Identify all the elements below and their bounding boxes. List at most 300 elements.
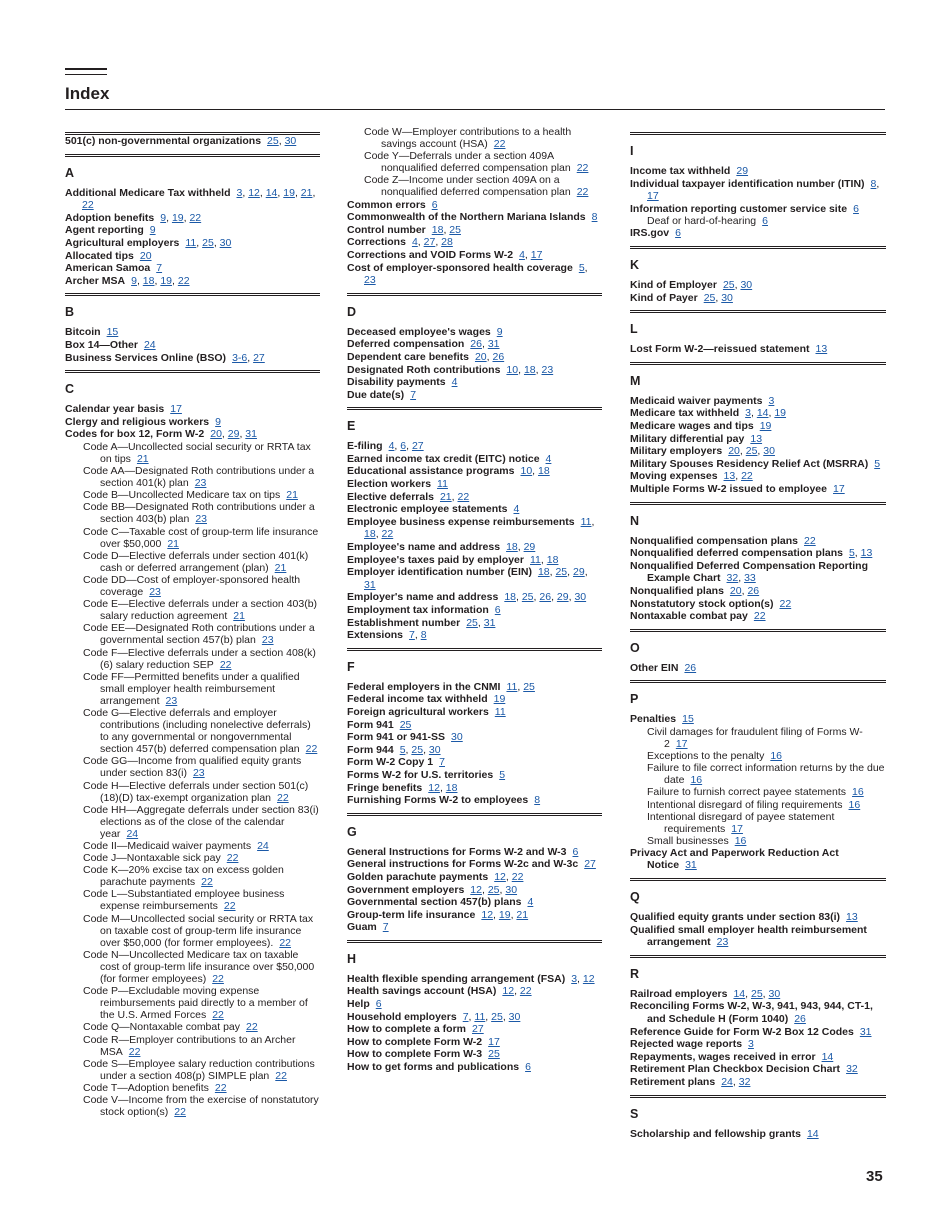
page-link[interactable]: 28: [441, 236, 453, 249]
page-link[interactable]: 30: [284, 135, 297, 147]
page-link[interactable]: 17: [530, 248, 543, 261]
page-link[interactable]: 4: [545, 452, 552, 465]
title-divider: [65, 109, 885, 110]
index-entry-nonqualified-plans: [630, 585, 886, 598]
page-link[interactable]: 31: [245, 428, 257, 441]
page-link[interactable]: 16: [770, 750, 783, 763]
section-letter-q: Q: [630, 890, 640, 905]
page-link[interactable]: 31: [487, 338, 500, 351]
page-link[interactable]: 20: [728, 445, 740, 458]
page-refs: [383, 921, 389, 933]
page-refs: 4, 27, 28: [411, 236, 453, 249]
page-link[interactable]: 22: [212, 1009, 224, 1022]
page-link[interactable]: 22: [212, 973, 224, 986]
index-entry-archer-msa: [65, 275, 320, 288]
page-link[interactable]: 14: [756, 407, 769, 420]
page-link[interactable]: 22: [277, 791, 289, 804]
page-link[interactable]: 10: [520, 465, 533, 478]
page-link[interactable]: 6: [525, 1061, 531, 1074]
page-link[interactable]: 7: [409, 629, 415, 642]
page-link[interactable]: 26: [492, 350, 505, 363]
page-link[interactable]: 14: [806, 1127, 819, 1140]
page-link[interactable]: 8: [420, 629, 427, 642]
page-refs: [794, 1013, 806, 1025]
entry-term: Military Spouses Residency Relief Act (MSRRA): [630, 457, 869, 470]
entry-term: Nonstatutory stock option(s): [630, 597, 774, 610]
entry-term: Code A—Uncollected social security or RRTA tax on tips: [83, 440, 311, 465]
page-link[interactable]: 13: [723, 470, 736, 483]
page-refs: [584, 858, 596, 870]
entry-term: Federal income tax withheld: [347, 693, 488, 706]
entry-term: Information reporting customer service site: [630, 202, 848, 215]
page-link[interactable]: 19: [283, 186, 295, 199]
page-link[interactable]: 12: [470, 883, 482, 896]
page-link[interactable]: 11: [494, 705, 506, 718]
page-link[interactable]: 6: [494, 604, 501, 616]
page-refs: 3-6, 27: [232, 351, 265, 364]
page-link[interactable]: 6: [675, 227, 681, 240]
page-link[interactable]: 20: [729, 584, 742, 597]
page-link[interactable]: 23: [165, 694, 178, 707]
page-link[interactable]: 22: [741, 470, 753, 483]
page-link[interactable]: 8: [591, 211, 598, 224]
entry-term: Railroad employers: [630, 987, 728, 1000]
page-link[interactable]: 21: [167, 537, 179, 550]
index-subentry-intentional-disregard-of-payee-statement: [630, 811, 886, 835]
page-link[interactable]: 3: [571, 972, 578, 985]
entry-term: Code B—Uncollected Medicare tax on tips: [83, 489, 281, 502]
page-link[interactable]: 22: [214, 1081, 227, 1094]
page-link[interactable]: 22: [779, 597, 792, 610]
page-link[interactable]: 30: [428, 743, 441, 756]
page-link[interactable]: 23: [195, 513, 207, 526]
page-refs: 12, 22: [502, 985, 532, 998]
page-link[interactable]: 18: [445, 781, 458, 794]
page-link[interactable]: 23: [192, 767, 205, 780]
entry-term: Disability payments: [347, 376, 446, 389]
page-link[interactable]: 12: [481, 908, 494, 921]
page-link[interactable]: 22: [174, 1106, 186, 1119]
page-link[interactable]: 31: [859, 1025, 872, 1038]
header-decoration: [65, 68, 107, 75]
entry-term: Household employers: [347, 1010, 457, 1023]
page-link[interactable]: 17: [488, 1035, 500, 1048]
page-link[interactable]: 26: [539, 591, 552, 604]
page-link[interactable]: 27: [423, 236, 436, 249]
page-link[interactable]: 22: [457, 490, 470, 503]
entry-term: Code J—Nontaxable sick pay: [83, 852, 221, 865]
page-link[interactable]: 15: [106, 326, 119, 339]
page-link[interactable]: 12: [248, 186, 260, 199]
page-refs: [170, 403, 182, 415]
entry-term: Scholarship and fellowship grants: [630, 1127, 801, 1140]
index-entry-penalties: [630, 713, 886, 726]
page-refs: [452, 376, 458, 388]
page-link[interactable]: 22: [189, 211, 202, 224]
page-link[interactable]: 22: [576, 186, 589, 199]
page-link[interactable]: 9: [149, 224, 156, 237]
page-link[interactable]: 23: [261, 634, 274, 647]
page-link[interactable]: 4: [388, 440, 395, 453]
page-link[interactable]: 19: [759, 420, 772, 433]
page-link[interactable]: 19: [160, 274, 173, 287]
page-link[interactable]: 29: [523, 541, 536, 554]
page-link[interactable]: 25: [521, 591, 534, 604]
page-link[interactable]: 30: [219, 236, 232, 249]
page-link[interactable]: 22: [246, 1021, 258, 1034]
index-subentry-code-z-income-under-section-409a-on-a-no: [347, 174, 602, 198]
entry-term: Military employers: [630, 445, 723, 458]
page-link[interactable]: 9: [215, 415, 221, 428]
entry-term: Code L—Substantiated employee business expense reimbursements: [83, 888, 285, 913]
page-link[interactable]: 12: [428, 781, 440, 794]
page-link[interactable]: 17: [731, 822, 743, 835]
page-link[interactable]: 7: [462, 1010, 469, 1023]
page-link[interactable]: 16: [690, 774, 703, 787]
page-link[interactable]: 17: [675, 738, 688, 751]
index-subentry-code-y-deferrals-under-a-section-409a-no: [347, 150, 602, 174]
page-link[interactable]: 22: [226, 852, 239, 865]
page-link[interactable]: 18: [431, 223, 444, 236]
entry-term: Box 14—Other: [65, 338, 138, 351]
page-link[interactable]: 21: [274, 561, 287, 574]
page-link[interactable]: 29: [227, 428, 240, 441]
page-link[interactable]: 19: [171, 211, 184, 224]
entry-term: Employer's name and address: [347, 591, 499, 604]
page-link[interactable]: 9: [131, 274, 137, 287]
page-link[interactable]: 25: [722, 279, 735, 292]
page-refs: 32, 33: [726, 572, 756, 585]
page-link[interactable]: 6: [762, 215, 768, 228]
page-refs: [735, 835, 747, 847]
page-refs: [804, 535, 816, 547]
page-link[interactable]: 4: [527, 896, 534, 909]
page-refs: [534, 794, 540, 806]
entry-term: Federal employers in the CNMI: [347, 680, 501, 693]
page-link[interactable]: 24: [721, 1076, 733, 1088]
page-link[interactable]: 21: [286, 489, 298, 502]
page-link[interactable]: 11: [185, 236, 197, 249]
page-link[interactable]: 25: [488, 1048, 500, 1061]
entry-term: Small businesses: [647, 834, 729, 847]
entry-term: Intentional disregard of filing requirements: [647, 798, 843, 811]
page-link[interactable]: 11: [506, 680, 518, 693]
page-link[interactable]: 8: [870, 177, 877, 190]
page-link[interactable]: 21: [136, 453, 149, 465]
page-link[interactable]: 30: [768, 987, 781, 1000]
page-link[interactable]: 7: [439, 756, 445, 769]
page-link[interactable]: 26: [747, 584, 760, 597]
page-link[interactable]: 18: [506, 541, 518, 554]
index-entry-employee-s-taxes-paid-by-employer: [347, 554, 602, 567]
index-entry-corrections: [347, 236, 602, 249]
page-link[interactable]: 18: [523, 363, 536, 376]
page-link[interactable]: 25: [399, 718, 412, 731]
page-link[interactable]: 7: [382, 921, 389, 934]
page-link[interactable]: 31: [364, 578, 376, 591]
page-link[interactable]: 22: [511, 870, 524, 883]
page-link[interactable]: 5: [874, 457, 881, 470]
page-link[interactable]: 30: [505, 883, 518, 896]
page-refs: [195, 513, 207, 525]
page-link[interactable]: 6: [853, 202, 859, 215]
entry-term: Establishment number: [347, 616, 461, 629]
page-link[interactable]: 25: [523, 680, 535, 693]
entry-term: Code M—Uncollected social security or RRTA tax on taxable cost of group-term life insurance over $50,000 (for former employees).: [83, 912, 314, 949]
page-link[interactable]: 26: [794, 1013, 806, 1026]
page-link[interactable]: 26: [470, 338, 482, 351]
index-entry-government-employers: [347, 884, 602, 897]
page-link[interactable]: 19: [493, 693, 506, 706]
page-link[interactable]: 27: [584, 858, 596, 871]
page-refs: [717, 936, 729, 948]
page-link[interactable]: 5: [499, 768, 506, 781]
page-link[interactable]: 4: [451, 376, 458, 389]
page-link[interactable]: 31: [483, 616, 496, 629]
page-link[interactable]: 11: [474, 1010, 486, 1023]
entry-term: General Instructions for Forms W-2 and W-3: [347, 845, 567, 858]
index-subentry-code-dd-cost-of-employer-sponsored-healt: [65, 574, 320, 598]
page-link[interactable]: 18: [546, 553, 559, 566]
page-link[interactable]: 23: [541, 363, 554, 376]
page-link[interactable]: 22: [753, 610, 766, 623]
page-link[interactable]: 11: [437, 478, 448, 491]
page-link[interactable]: 22: [219, 658, 232, 671]
page-link[interactable]: 22: [576, 162, 589, 175]
index-subentry-code-v-income-from-the-exercise-of-nonst: [65, 1094, 320, 1118]
index-subentry-code-k-20-excise-tax-on-excess-golden-pa: [65, 864, 320, 888]
page-link[interactable]: 25: [411, 743, 424, 756]
page-link[interactable]: 3-6: [232, 351, 248, 364]
index-entry-foreign-agricultural-workers: [347, 706, 602, 719]
page-link[interactable]: 22: [223, 900, 236, 913]
page-link[interactable]: 22: [305, 743, 318, 756]
page-link[interactable]: 18: [504, 591, 516, 604]
page-link[interactable]: 30: [451, 731, 463, 744]
entry-term: Reconciling Forms W-2, W-3, 941, 943, 944, CT-1, and Schedule H (Form 1040): [630, 1000, 873, 1026]
page-link[interactable]: 30: [721, 291, 733, 304]
page-link[interactable]: 21: [300, 186, 313, 199]
page-link[interactable]: 24: [257, 840, 269, 852]
entry-term: Employment tax information: [347, 604, 489, 616]
entry-term: Medicare wages and tips: [630, 420, 754, 433]
page-refs: [212, 973, 224, 985]
index-entry-repayments-wages-received-in-error: [630, 1051, 886, 1064]
page-link[interactable]: 11: [580, 515, 592, 528]
page-link[interactable]: 3: [236, 186, 243, 199]
page-link[interactable]: 12: [582, 972, 595, 985]
page-refs: 18, 29: [506, 541, 536, 554]
page-link[interactable]: 22: [177, 274, 190, 287]
page-link[interactable]: 32: [738, 1076, 751, 1088]
page-refs: [437, 478, 448, 490]
page-link[interactable]: 14: [265, 186, 278, 199]
page-link[interactable]: 22: [201, 876, 213, 889]
page-link[interactable]: 30: [740, 279, 753, 292]
page-link[interactable]: 13: [750, 432, 763, 445]
section-divider: [65, 154, 320, 157]
page-link[interactable]: 13: [860, 547, 873, 560]
page-link[interactable]: 24: [126, 827, 139, 840]
page-refs: [156, 262, 162, 274]
entry-term: Government employers: [347, 883, 465, 896]
entry-term: Forms W-2 for U.S. territories: [347, 768, 494, 781]
page-link[interactable]: 3: [745, 407, 751, 420]
page-link[interactable]: 33: [744, 572, 756, 585]
page-link[interactable]: 21: [233, 610, 245, 623]
page-link[interactable]: 5: [578, 261, 585, 274]
page-link[interactable]: 23: [716, 936, 729, 949]
page-link[interactable]: 25: [491, 1010, 503, 1023]
page-link[interactable]: 7: [156, 262, 163, 275]
page-link[interactable]: 22: [275, 1069, 287, 1082]
page-link[interactable]: 25: [487, 883, 500, 896]
page-link[interactable]: 7: [410, 388, 417, 401]
page-link[interactable]: 18: [364, 528, 376, 541]
page-refs: [488, 1036, 500, 1048]
index-entry-nonqualified-deferred-compensation-plans: [630, 547, 886, 560]
page-link[interactable]: 29: [573, 566, 585, 579]
page-link[interactable]: 5: [399, 743, 406, 756]
page-link[interactable]: 17: [170, 403, 182, 416]
index-entry-agricultural-employers: [65, 237, 320, 250]
index-subentry-code-g-elective-deferrals-and-employer-c: [65, 707, 320, 755]
page-link[interactable]: 17: [647, 190, 659, 203]
page-link[interactable]: 3: [748, 1038, 754, 1051]
page-link[interactable]: 17: [833, 483, 845, 495]
page-link[interactable]: 6: [400, 440, 407, 453]
page-link[interactable]: 14: [821, 1050, 834, 1063]
page-link[interactable]: 5: [848, 547, 855, 560]
page-link[interactable]: 14: [733, 987, 746, 1000]
page-link[interactable]: 25: [745, 445, 758, 458]
index-subentry-code-gg-income-from-qualified-equity-gra: [65, 755, 320, 779]
page-link[interactable]: 26: [684, 661, 697, 674]
page-refs: 11, 25, 30: [185, 236, 232, 249]
page-link[interactable]: 27: [411, 440, 424, 453]
page-refs: [853, 203, 859, 215]
page-link[interactable]: 4: [519, 248, 525, 261]
page-link[interactable]: 21: [516, 908, 529, 921]
index-entry-electronic-employee-statements: [347, 503, 602, 516]
index-entry-railroad-employers: [630, 988, 886, 1001]
page-link[interactable]: 8: [534, 794, 541, 807]
page-link[interactable]: 29: [736, 165, 749, 177]
entry-term: Code E—Elective deferrals under a section 403(b) salary reduction agreement: [83, 598, 318, 623]
entry-term: Calendar year basis: [65, 403, 165, 416]
page-link[interactable]: 22: [519, 985, 532, 998]
section-divider: [65, 370, 320, 373]
index-entry-bitcoin: [65, 326, 320, 339]
page-link[interactable]: 25: [703, 291, 716, 304]
entry-term: Earned income tax credit (EITC) notice: [347, 452, 540, 465]
page-link[interactable]: 20: [210, 428, 222, 441]
page-link[interactable]: 13: [815, 343, 828, 356]
page-link[interactable]: 25: [555, 566, 568, 579]
page-link[interactable]: 13: [846, 911, 858, 924]
index-subentry-exceptions-to-the-penalty: [630, 750, 886, 762]
page-link[interactable]: 16: [848, 798, 861, 811]
page-link[interactable]: 30: [508, 1010, 521, 1023]
page-link[interactable]: 23: [149, 586, 161, 599]
index-column-1: [65, 126, 320, 1118]
page-link[interactable]: 29: [556, 591, 569, 604]
page-link[interactable]: 23: [364, 274, 376, 287]
page-link[interactable]: 11: [530, 553, 541, 566]
page-link[interactable]: 6: [572, 845, 579, 858]
page-link[interactable]: 16: [734, 834, 747, 847]
page-link[interactable]: 23: [194, 477, 207, 490]
section-divider: [347, 407, 602, 410]
page-link[interactable]: 9: [160, 211, 167, 224]
page-link[interactable]: 9: [496, 325, 503, 338]
page-link[interactable]: 20: [139, 249, 152, 262]
index-entry-employment-tax-information: [347, 604, 602, 617]
page-link[interactable]: 22: [82, 199, 94, 212]
page-refs: [472, 1023, 484, 1035]
page-link[interactable]: 16: [852, 786, 864, 799]
page-link[interactable]: 21: [439, 490, 452, 503]
page-link[interactable]: 22: [128, 1045, 141, 1058]
index-subentry-code-ee-designated-roth-contributions-un: [65, 622, 320, 646]
page-link[interactable]: 30: [763, 445, 775, 458]
page-link[interactable]: 22: [804, 534, 816, 547]
page-link[interactable]: 20: [474, 350, 487, 363]
page-link[interactable]: 18: [142, 274, 155, 287]
entry-term: American Samoa: [65, 262, 151, 275]
page-link[interactable]: 25: [449, 223, 461, 236]
index-entry-information-reporting-customer-service-s: [630, 203, 886, 216]
page-link[interactable]: 27: [253, 351, 265, 364]
page-link[interactable]: 25: [202, 236, 214, 249]
index-entry-extensions: [347, 629, 602, 642]
page-link[interactable]: 32: [726, 572, 739, 585]
page-link[interactable]: 4: [513, 503, 520, 516]
index-subentry-code-f-elective-deferrals-under-a-sectio: [65, 647, 320, 671]
entry-term: Additional Medicare Tax withheld: [65, 186, 231, 199]
index-subentry-code-l-substantiated-employee-business-e: [65, 888, 320, 912]
page-link[interactable]: 25: [267, 135, 279, 147]
page-link[interactable]: 19: [498, 908, 511, 921]
page-link[interactable]: 18: [537, 566, 550, 579]
page-link[interactable]: 19: [774, 407, 787, 420]
page-link[interactable]: 4: [411, 236, 418, 249]
page-link[interactable]: 15: [682, 713, 694, 726]
page-refs: [852, 786, 864, 798]
page-link[interactable]: 25: [466, 616, 478, 629]
entry-term: Deceased employee's wages: [347, 325, 491, 338]
page-link[interactable]: 12: [502, 985, 515, 998]
page-refs: [750, 433, 762, 445]
page-link[interactable]: 22: [279, 936, 292, 949]
page-link[interactable]: 3: [768, 394, 775, 407]
section-divider: [347, 813, 602, 816]
page-link[interactable]: 6: [375, 998, 382, 1011]
page-link[interactable]: 22: [381, 528, 394, 541]
page-link[interactable]: 6: [431, 198, 438, 211]
page-link[interactable]: 30: [574, 591, 587, 604]
page-link[interactable]: 31: [685, 859, 697, 872]
index-entry-moving-expenses: [630, 470, 886, 483]
page-link[interactable]: 24: [143, 338, 156, 351]
page-link[interactable]: 32: [846, 1063, 858, 1076]
page-link[interactable]: 27: [472, 1023, 484, 1036]
page-link[interactable]: 25: [750, 987, 763, 1000]
page-link[interactable]: 22: [493, 138, 506, 151]
page-link[interactable]: 18: [538, 465, 550, 478]
page-link[interactable]: 10: [506, 363, 519, 376]
page-link[interactable]: 12: [494, 870, 506, 883]
